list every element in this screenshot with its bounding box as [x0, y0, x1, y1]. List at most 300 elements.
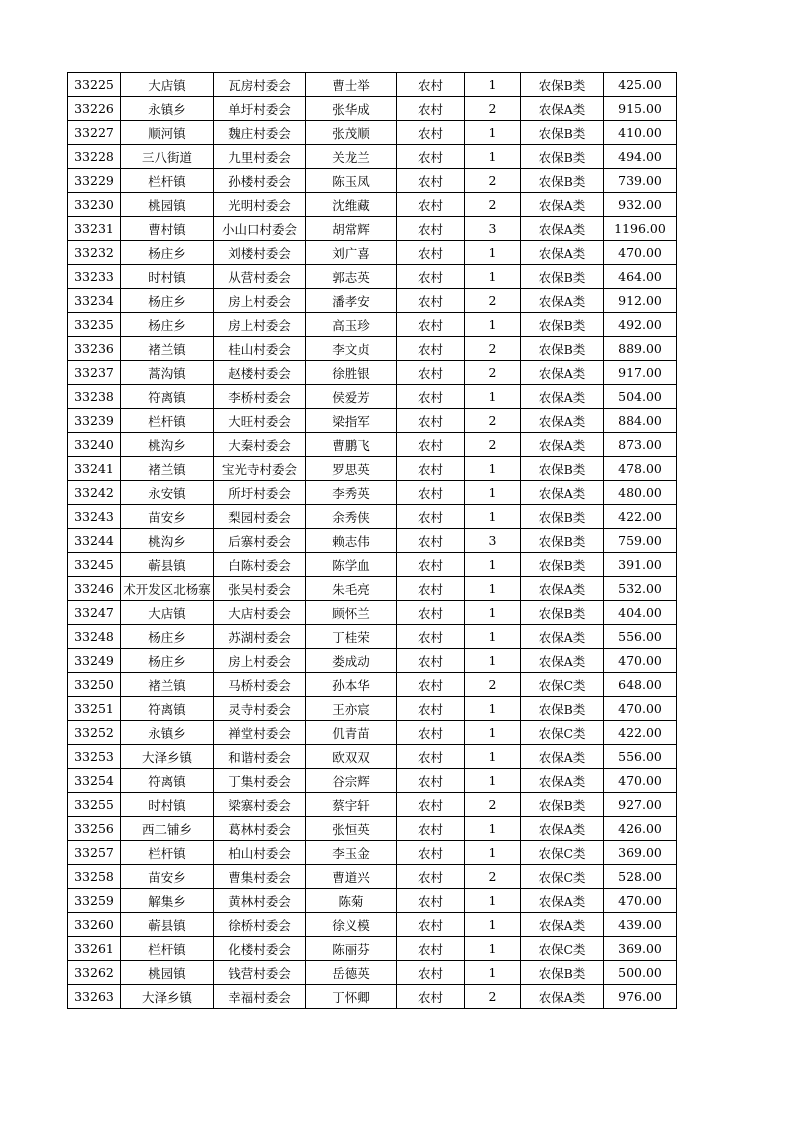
record-id-cell: 33248 — [68, 625, 121, 649]
member-count-cell: 1 — [465, 961, 521, 985]
record-id-cell: 33256 — [68, 817, 121, 841]
table-row — [68, 409, 677, 433]
insurance-category-cell: 农保B类 — [521, 265, 604, 289]
member-count-cell: 2 — [465, 361, 521, 385]
table-row — [68, 505, 677, 529]
record-id-cell: 33241 — [68, 457, 121, 481]
member-count-cell: 2 — [465, 169, 521, 193]
person-name-cell: 丁桂荣 — [306, 625, 397, 649]
amount-cell: 915.00 — [604, 97, 677, 121]
member-count-cell: 2 — [465, 673, 521, 697]
person-name-cell: 陈丽芬 — [306, 937, 397, 961]
town-cell: 时村镇 — [121, 793, 214, 817]
person-name-cell: 朱毛亮 — [306, 577, 397, 601]
amount-cell: 470.00 — [604, 241, 677, 265]
insurance-category-cell: 农保B类 — [521, 73, 604, 97]
table-row — [68, 841, 677, 865]
insurance-category-cell: 农保A类 — [521, 289, 604, 313]
amount-cell: 410.00 — [604, 121, 677, 145]
household-type-cell: 农村 — [397, 121, 465, 145]
insurance-category-cell: 农保A类 — [521, 433, 604, 457]
insurance-category-cell: 农保B类 — [521, 529, 604, 553]
town-cell: 杨庄乡 — [121, 289, 214, 313]
village-committee-cell: 葛林村委会 — [214, 817, 306, 841]
amount-cell: 422.00 — [604, 721, 677, 745]
table-row — [68, 961, 677, 985]
person-name-cell: 李玉金 — [306, 841, 397, 865]
record-id-cell: 33243 — [68, 505, 121, 529]
household-type-cell: 农村 — [397, 193, 465, 217]
village-committee-cell: 和谐村委会 — [214, 745, 306, 769]
insurance-category-cell: 农保C类 — [521, 937, 604, 961]
member-count-cell: 1 — [465, 265, 521, 289]
household-type-cell: 农村 — [397, 265, 465, 289]
record-id-cell: 33242 — [68, 481, 121, 505]
amount-cell: 391.00 — [604, 553, 677, 577]
village-committee-cell: 赵楼村委会 — [214, 361, 306, 385]
person-name-cell: 潘孝安 — [306, 289, 397, 313]
amount-cell: 470.00 — [604, 889, 677, 913]
member-count-cell: 1 — [465, 697, 521, 721]
town-cell: 西二铺乡 — [121, 817, 214, 841]
amount-cell: 932.00 — [604, 193, 677, 217]
table-row — [68, 217, 677, 241]
village-committee-cell: 柏山村委会 — [214, 841, 306, 865]
record-id-cell: 33228 — [68, 145, 121, 169]
village-committee-cell: 小山口村委会 — [214, 217, 306, 241]
town-cell: 褚兰镇 — [121, 457, 214, 481]
insurance-category-cell: 农保B类 — [521, 145, 604, 169]
town-cell: 杨庄乡 — [121, 313, 214, 337]
village-committee-cell: 钱营村委会 — [214, 961, 306, 985]
table-row — [68, 865, 677, 889]
insurance-category-cell: 农保A类 — [521, 193, 604, 217]
record-id-cell: 33254 — [68, 769, 121, 793]
record-id-cell: 33240 — [68, 433, 121, 457]
member-count-cell: 1 — [465, 913, 521, 937]
village-committee-cell: 白陈村委会 — [214, 553, 306, 577]
table-row — [68, 169, 677, 193]
amount-cell: 889.00 — [604, 337, 677, 361]
insurance-category-cell: 农保A类 — [521, 769, 604, 793]
household-type-cell: 农村 — [397, 553, 465, 577]
person-name-cell: 赖志伟 — [306, 529, 397, 553]
household-type-cell: 农村 — [397, 649, 465, 673]
village-committee-cell: 大旺村委会 — [214, 409, 306, 433]
village-committee-cell: 孙楼村委会 — [214, 169, 306, 193]
village-committee-cell: 徐桥村委会 — [214, 913, 306, 937]
table-row — [68, 937, 677, 961]
table-row — [68, 793, 677, 817]
insurance-category-cell: 农保A类 — [521, 385, 604, 409]
record-id-cell: 33237 — [68, 361, 121, 385]
table-row — [68, 457, 677, 481]
village-committee-cell: 房上村委会 — [214, 289, 306, 313]
household-type-cell: 农村 — [397, 889, 465, 913]
record-id-cell: 33225 — [68, 73, 121, 97]
town-cell: 褚兰镇 — [121, 337, 214, 361]
person-name-cell: 高玉珍 — [306, 313, 397, 337]
person-name-cell: 李文贞 — [306, 337, 397, 361]
town-cell: 栏杆镇 — [121, 409, 214, 433]
member-count-cell: 2 — [465, 193, 521, 217]
table-row — [68, 193, 677, 217]
member-count-cell: 2 — [465, 409, 521, 433]
table-row — [68, 625, 677, 649]
town-cell: 杨庄乡 — [121, 625, 214, 649]
insurance-category-cell: 农保A类 — [521, 97, 604, 121]
town-cell: 永安镇 — [121, 481, 214, 505]
member-count-cell: 3 — [465, 217, 521, 241]
person-name-cell: 曹士举 — [306, 73, 397, 97]
amount-cell: 369.00 — [604, 937, 677, 961]
amount-cell: 480.00 — [604, 481, 677, 505]
town-cell: 时村镇 — [121, 265, 214, 289]
town-cell: 蕲县镇 — [121, 913, 214, 937]
table-row — [68, 97, 677, 121]
record-id-cell: 33246 — [68, 577, 121, 601]
village-committee-cell: 丁集村委会 — [214, 769, 306, 793]
town-cell: 蕲县镇 — [121, 553, 214, 577]
household-type-cell: 农村 — [397, 721, 465, 745]
amount-cell: 528.00 — [604, 865, 677, 889]
household-type-cell: 农村 — [397, 217, 465, 241]
member-count-cell: 2 — [465, 985, 521, 1009]
village-committee-cell: 灵寺村委会 — [214, 697, 306, 721]
town-cell: 符离镇 — [121, 769, 214, 793]
household-type-cell: 农村 — [397, 241, 465, 265]
town-cell: 桃园镇 — [121, 193, 214, 217]
household-type-cell: 农村 — [397, 697, 465, 721]
table-row — [68, 673, 677, 697]
insurance-category-cell: 农保B类 — [521, 601, 604, 625]
record-id-cell: 33249 — [68, 649, 121, 673]
insurance-category-cell: 农保B类 — [521, 457, 604, 481]
amount-cell: 927.00 — [604, 793, 677, 817]
household-type-cell: 农村 — [397, 481, 465, 505]
member-count-cell: 1 — [465, 241, 521, 265]
town-cell: 永镇乡 — [121, 721, 214, 745]
household-type-cell: 农村 — [397, 793, 465, 817]
record-id-cell: 33263 — [68, 985, 121, 1009]
person-name-cell: 陈学血 — [306, 553, 397, 577]
village-committee-cell: 魏庄村委会 — [214, 121, 306, 145]
insurance-category-cell: 农保C类 — [521, 721, 604, 745]
amount-cell: 470.00 — [604, 697, 677, 721]
town-cell: 大店镇 — [121, 73, 214, 97]
member-count-cell: 2 — [465, 289, 521, 313]
household-type-cell: 农村 — [397, 865, 465, 889]
household-type-cell: 农村 — [397, 457, 465, 481]
village-committee-cell: 瓦房村委会 — [214, 73, 306, 97]
town-cell: 大店镇 — [121, 601, 214, 625]
person-name-cell: 关龙兰 — [306, 145, 397, 169]
table-row — [68, 601, 677, 625]
household-type-cell: 农村 — [397, 817, 465, 841]
village-committee-cell: 曹集村委会 — [214, 865, 306, 889]
town-cell: 栏杆镇 — [121, 169, 214, 193]
record-id-cell: 33227 — [68, 121, 121, 145]
insurance-category-cell: 农保B类 — [521, 793, 604, 817]
member-count-cell: 1 — [465, 145, 521, 169]
record-id-cell: 33234 — [68, 289, 121, 313]
amount-cell: 648.00 — [604, 673, 677, 697]
village-committee-cell: 李桥村委会 — [214, 385, 306, 409]
table-row — [68, 745, 677, 769]
village-committee-cell: 所圩村委会 — [214, 481, 306, 505]
table-row — [68, 313, 677, 337]
person-name-cell: 余秀侠 — [306, 505, 397, 529]
member-count-cell: 1 — [465, 625, 521, 649]
town-cell: 符离镇 — [121, 385, 214, 409]
insurance-category-cell: 农保A类 — [521, 913, 604, 937]
village-committee-cell: 梨园村委会 — [214, 505, 306, 529]
household-type-cell: 农村 — [397, 601, 465, 625]
record-id-cell: 33250 — [68, 673, 121, 697]
person-name-cell: 张茂顺 — [306, 121, 397, 145]
household-type-cell: 农村 — [397, 745, 465, 769]
person-name-cell: 曹鹏飞 — [306, 433, 397, 457]
amount-cell: 912.00 — [604, 289, 677, 313]
household-type-cell: 农村 — [397, 529, 465, 553]
village-committee-cell: 后寨村委会 — [214, 529, 306, 553]
table-row — [68, 385, 677, 409]
town-cell: 顺河镇 — [121, 121, 214, 145]
insurance-category-cell: 农保A类 — [521, 361, 604, 385]
town-cell: 苗安乡 — [121, 865, 214, 889]
record-id-cell: 33253 — [68, 745, 121, 769]
record-id-cell: 33255 — [68, 793, 121, 817]
village-committee-cell: 单圩村委会 — [214, 97, 306, 121]
village-committee-cell: 苏湖村委会 — [214, 625, 306, 649]
household-type-cell: 农村 — [397, 169, 465, 193]
member-count-cell: 1 — [465, 745, 521, 769]
amount-cell: 492.00 — [604, 313, 677, 337]
person-name-cell: 沈维藏 — [306, 193, 397, 217]
record-id-cell: 33233 — [68, 265, 121, 289]
record-id-cell: 33232 — [68, 241, 121, 265]
household-type-cell: 农村 — [397, 769, 465, 793]
amount-cell: 504.00 — [604, 385, 677, 409]
amount-cell: 873.00 — [604, 433, 677, 457]
record-id-cell: 33260 — [68, 913, 121, 937]
household-type-cell: 农村 — [397, 409, 465, 433]
amount-cell: 439.00 — [604, 913, 677, 937]
amount-cell: 470.00 — [604, 769, 677, 793]
person-name-cell: 岳德英 — [306, 961, 397, 985]
amount-cell: 500.00 — [604, 961, 677, 985]
person-name-cell: 张恒英 — [306, 817, 397, 841]
record-id-cell: 33245 — [68, 553, 121, 577]
town-cell: 栏杆镇 — [121, 937, 214, 961]
insurance-category-cell: 农保A类 — [521, 409, 604, 433]
amount-cell: 884.00 — [604, 409, 677, 433]
insurance-category-cell: 农保A类 — [521, 649, 604, 673]
village-committee-cell: 禅堂村委会 — [214, 721, 306, 745]
village-committee-cell: 梁寨村委会 — [214, 793, 306, 817]
household-type-cell: 农村 — [397, 337, 465, 361]
record-id-cell: 33229 — [68, 169, 121, 193]
amount-cell: 404.00 — [604, 601, 677, 625]
person-name-cell: 顾怀兰 — [306, 601, 397, 625]
table-row — [68, 577, 677, 601]
member-count-cell: 1 — [465, 889, 521, 913]
household-type-cell: 农村 — [397, 625, 465, 649]
household-type-cell: 农村 — [397, 313, 465, 337]
household-type-cell: 农村 — [397, 577, 465, 601]
record-id-cell: 33236 — [68, 337, 121, 361]
member-count-cell: 2 — [465, 433, 521, 457]
records-table-body — [68, 73, 677, 1009]
table-row — [68, 649, 677, 673]
amount-cell: 464.00 — [604, 265, 677, 289]
person-name-cell: 李秀英 — [306, 481, 397, 505]
records-table — [67, 72, 677, 1009]
village-committee-cell: 宝光寺村委会 — [214, 457, 306, 481]
insurance-category-cell: 农保A类 — [521, 625, 604, 649]
table-row — [68, 529, 677, 553]
amount-cell: 494.00 — [604, 145, 677, 169]
person-name-cell: 陈玉凤 — [306, 169, 397, 193]
village-committee-cell: 刘楼村委会 — [214, 241, 306, 265]
amount-cell: 917.00 — [604, 361, 677, 385]
person-name-cell: 梁指军 — [306, 409, 397, 433]
person-name-cell: 陈菊 — [306, 889, 397, 913]
household-type-cell: 农村 — [397, 385, 465, 409]
person-name-cell: 仉青苗 — [306, 721, 397, 745]
table-row — [68, 265, 677, 289]
record-id-cell: 33226 — [68, 97, 121, 121]
household-type-cell: 农村 — [397, 505, 465, 529]
member-count-cell: 1 — [465, 385, 521, 409]
insurance-category-cell: 农保A类 — [521, 985, 604, 1009]
insurance-category-cell: 农保C类 — [521, 865, 604, 889]
person-name-cell: 郭志英 — [306, 265, 397, 289]
village-committee-cell: 从营村委会 — [214, 265, 306, 289]
insurance-category-cell: 农保B类 — [521, 121, 604, 145]
village-committee-cell: 大秦村委会 — [214, 433, 306, 457]
amount-cell: 976.00 — [604, 985, 677, 1009]
amount-cell: 426.00 — [604, 817, 677, 841]
household-type-cell: 农村 — [397, 97, 465, 121]
amount-cell: 739.00 — [604, 169, 677, 193]
village-committee-cell: 光明村委会 — [214, 193, 306, 217]
member-count-cell: 1 — [465, 817, 521, 841]
person-name-cell: 谷宗辉 — [306, 769, 397, 793]
person-name-cell: 曹道兴 — [306, 865, 397, 889]
town-cell: 杨庄乡 — [121, 241, 214, 265]
town-cell: 三八街道 — [121, 145, 214, 169]
town-cell: 褚兰镇 — [121, 673, 214, 697]
household-type-cell: 农村 — [397, 673, 465, 697]
insurance-category-cell: 农保A类 — [521, 241, 604, 265]
table-row — [68, 121, 677, 145]
amount-cell: 478.00 — [604, 457, 677, 481]
table-row — [68, 913, 677, 937]
record-id-cell: 33230 — [68, 193, 121, 217]
amount-cell: 470.00 — [604, 649, 677, 673]
table-row — [68, 289, 677, 313]
record-id-cell: 33259 — [68, 889, 121, 913]
member-count-cell: 1 — [465, 505, 521, 529]
person-name-cell: 丁怀卿 — [306, 985, 397, 1009]
record-id-cell: 33235 — [68, 313, 121, 337]
town-cell: 桃园镇 — [121, 961, 214, 985]
town-cell: 曹村镇 — [121, 217, 214, 241]
member-count-cell: 1 — [465, 481, 521, 505]
member-count-cell: 1 — [465, 553, 521, 577]
insurance-category-cell: 农保B类 — [521, 553, 604, 577]
table-row — [68, 721, 677, 745]
insurance-category-cell: 农保A类 — [521, 481, 604, 505]
insurance-category-cell: 农保B类 — [521, 697, 604, 721]
amount-cell: 759.00 — [604, 529, 677, 553]
person-name-cell: 胡常辉 — [306, 217, 397, 241]
table-row — [68, 769, 677, 793]
member-count-cell: 1 — [465, 649, 521, 673]
insurance-category-cell: 农保C类 — [521, 673, 604, 697]
amount-cell: 556.00 — [604, 625, 677, 649]
village-committee-cell: 大店村委会 — [214, 601, 306, 625]
amount-cell: 425.00 — [604, 73, 677, 97]
insurance-category-cell: 农保A类 — [521, 817, 604, 841]
village-committee-cell: 化楼村委会 — [214, 937, 306, 961]
member-count-cell: 2 — [465, 865, 521, 889]
village-committee-cell: 九里村委会 — [214, 145, 306, 169]
table-row — [68, 433, 677, 457]
record-id-cell: 33252 — [68, 721, 121, 745]
town-cell: 桃沟乡 — [121, 433, 214, 457]
member-count-cell: 1 — [465, 841, 521, 865]
member-count-cell: 1 — [465, 721, 521, 745]
household-type-cell: 农村 — [397, 937, 465, 961]
record-id-cell: 33251 — [68, 697, 121, 721]
household-type-cell: 农村 — [397, 913, 465, 937]
household-type-cell: 农村 — [397, 289, 465, 313]
person-name-cell: 娄成动 — [306, 649, 397, 673]
person-name-cell: 张华成 — [306, 97, 397, 121]
person-name-cell: 徐义模 — [306, 913, 397, 937]
town-cell: 桃沟乡 — [121, 529, 214, 553]
member-count-cell: 1 — [465, 313, 521, 337]
table-row — [68, 337, 677, 361]
record-id-cell: 33257 — [68, 841, 121, 865]
person-name-cell: 蔡宇轩 — [306, 793, 397, 817]
member-count-cell: 1 — [465, 937, 521, 961]
insurance-category-cell: 农保A类 — [521, 217, 604, 241]
table-row — [68, 73, 677, 97]
record-id-cell: 33261 — [68, 937, 121, 961]
amount-cell: 422.00 — [604, 505, 677, 529]
member-count-cell: 1 — [465, 577, 521, 601]
household-type-cell: 农村 — [397, 361, 465, 385]
town-cell: 栏杆镇 — [121, 841, 214, 865]
member-count-cell: 2 — [465, 97, 521, 121]
household-type-cell: 农村 — [397, 841, 465, 865]
member-count-cell: 1 — [465, 457, 521, 481]
town-cell: 大泽乡镇 — [121, 745, 214, 769]
member-count-cell: 2 — [465, 337, 521, 361]
person-name-cell: 徐胜银 — [306, 361, 397, 385]
record-id-cell: 33239 — [68, 409, 121, 433]
person-name-cell: 刘广喜 — [306, 241, 397, 265]
record-id-cell: 33244 — [68, 529, 121, 553]
table-row — [68, 361, 677, 385]
insurance-category-cell: 农保B类 — [521, 337, 604, 361]
record-id-cell: 33258 — [68, 865, 121, 889]
town-cell: 苗安乡 — [121, 505, 214, 529]
village-committee-cell: 房上村委会 — [214, 649, 306, 673]
